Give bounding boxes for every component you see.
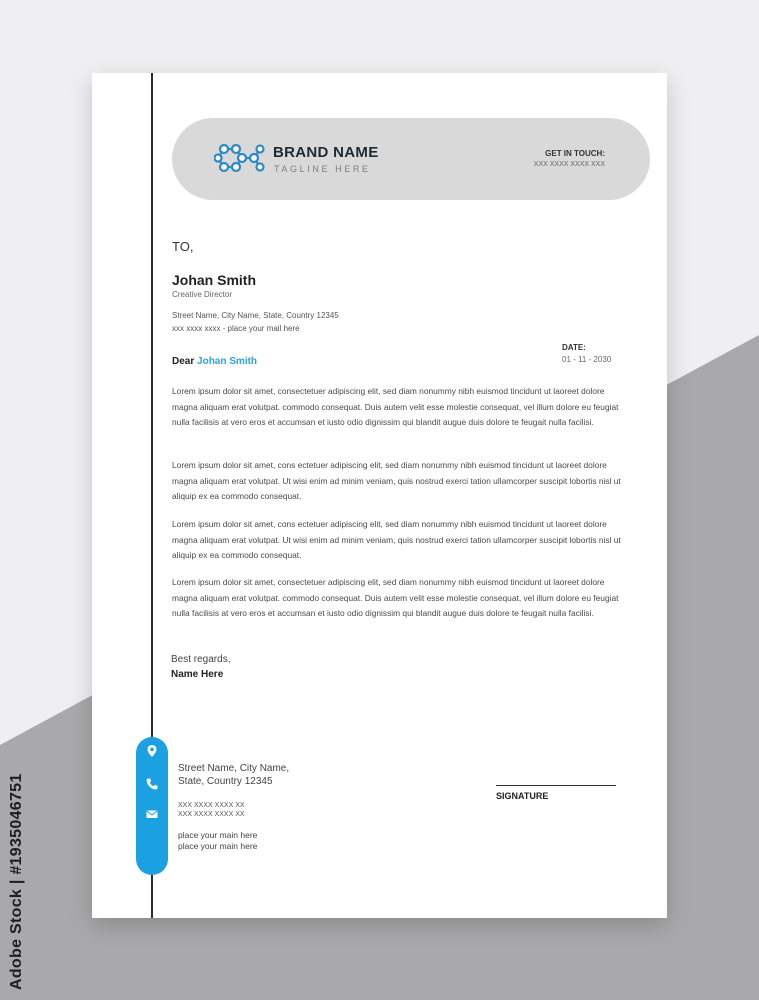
footer-phone-2: XXX XXXX XXXX XX (178, 811, 245, 818)
footer-mail-2: place your main here (178, 841, 258, 851)
footer-contact-pill (136, 737, 168, 875)
recipient-mail: xxx xxxx xxxx - place your mail here (172, 324, 300, 333)
to-label: TO, (172, 239, 194, 254)
contact-phone: XXX XXXX XXXX XXX (533, 161, 605, 168)
footer-address-line1: Street Name, City Name, (178, 763, 290, 774)
contact-label: GET IN TOUCH: (545, 149, 605, 158)
closing-regards: Best regards, (171, 654, 231, 665)
salutation-prefix: Dear (172, 356, 195, 367)
brand-logo-icon (214, 138, 266, 178)
date-value: 01 - 11 - 2030 (562, 355, 612, 364)
footer-phone-1: XXX XXXX XXXX XX (178, 802, 245, 809)
date-label: DATE: (562, 343, 586, 352)
location-pin-icon (145, 744, 159, 758)
salutation-name: Johan Smith (197, 356, 258, 367)
salutation (172, 356, 257, 367)
body-paragraph-4: Lorem ipsum dolor sit amet, consectetuer adipiscing elit, sed diam nonummy nibh euismod tincidunt ut laoreet dolore magna aliquam erat volutpat. commodo consequat. Duis autem velit esse molestie consequat, vel illum dolore eu feugiat nulla facilisis at vero eros et accumsan et iusto odio dignissim qui blandit augue duis dolore te feugait nulla facilisi. (172, 577, 619, 618)
phone-icon (145, 777, 159, 791)
signature-label: SIGNATURE (496, 791, 549, 801)
letterhead-page (92, 73, 667, 918)
body-paragraph-2: Lorem ipsum dolor sit amet, cons ectetuer adipiscing elit, sed diam nonummy nibh euismod tincidunt ut laoreet dolore magna aliquam erat volutpat. Ut wisi enim ad minim veniam, quis nostrud exerci tation ullamcorper suscipit lobortis nisl ut aliquip ex ea commodo consequat. (172, 460, 621, 501)
stock-id-label: Adobe Stock | #193504675​1 (8, 773, 25, 990)
body-paragraph-1: Lorem ipsum dolor sit amet, consectetuer adipiscing elit, sed diam nonummy nibh euismod tincidunt ut laoreet dolore magna aliquam erat volutpat. commodo consequat. Duis autem velit esse molestie consequat, vel illum dolore eu feugiat nulla facilisis at vero eros et accumsan et iusto odio dignissim qui blandit augue duis dolore te feugait nulla facilisi. (172, 386, 619, 427)
footer-address-line2: State, Country 12345 (178, 776, 273, 787)
letterhead-header (172, 118, 650, 200)
body-paragraph-3: Lorem ipsum dolor sit amet, cons ectetuer adipiscing elit, sed diam nonummy nibh euismod tincidunt ut laoreet dolore magna aliquam erat volutpat. Ut wisi enim ad minim veniam, quis nostrud exerci tation ullamcorper suscipit lobortis nisl ut aliquip ex ea commodo consequat. (172, 519, 621, 560)
recipient-address: Street Name, City Name, State, Country 12345 (172, 311, 339, 320)
recipient-title: Creative Director (172, 290, 233, 299)
mail-icon (145, 807, 159, 821)
footer-mail-1: place your main here (178, 830, 258, 840)
brand-name: BRAND NAME (273, 144, 379, 161)
signature-line (496, 785, 616, 786)
brand-tagline: TAGLINE HERE (274, 164, 371, 174)
sender-name: Name Here (171, 669, 224, 680)
recipient-name: Johan Smith (172, 272, 257, 288)
